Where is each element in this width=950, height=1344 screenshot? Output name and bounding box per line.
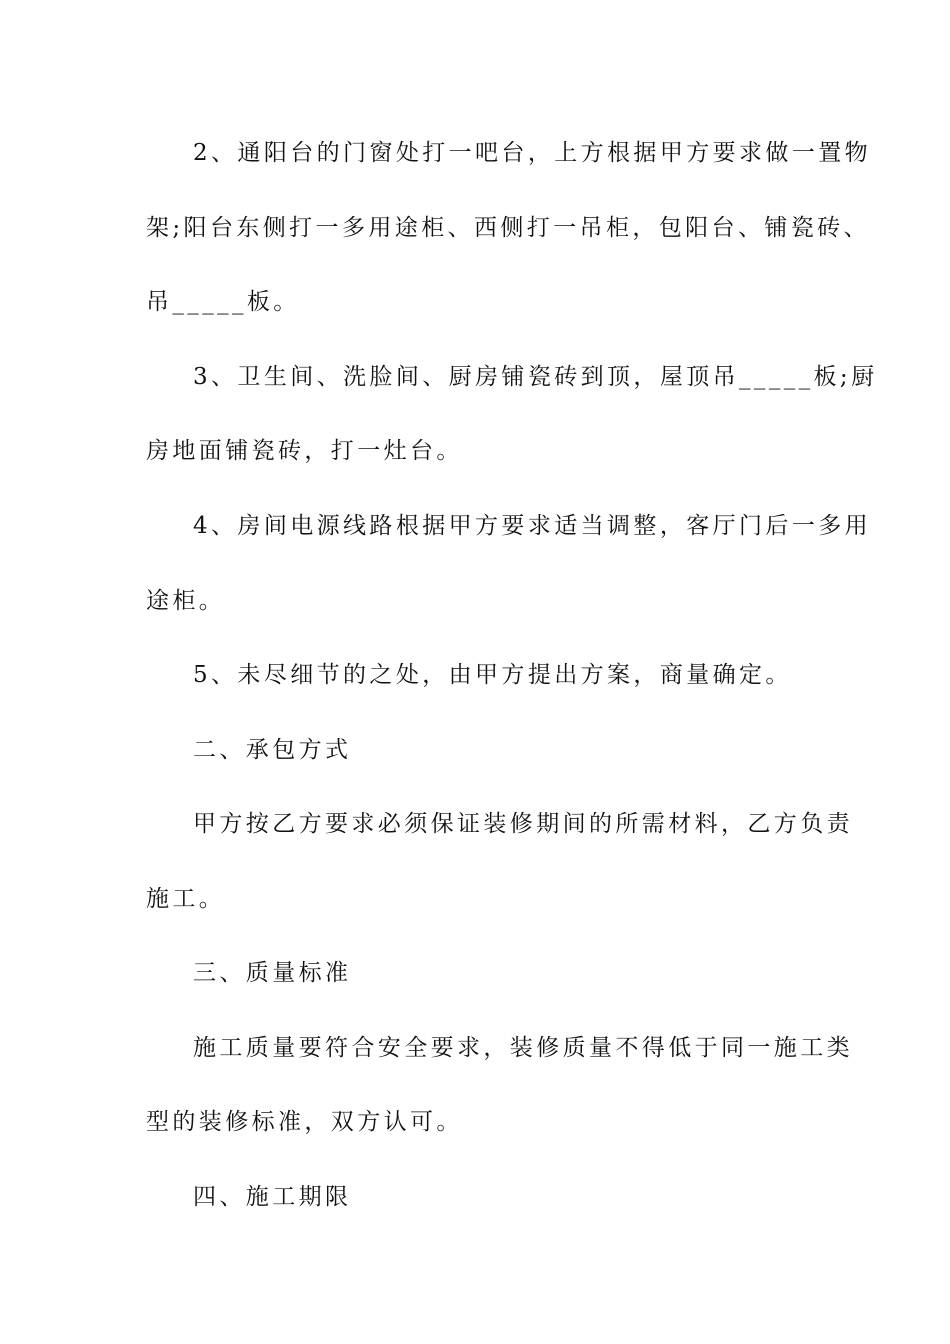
clause-2-line-2: 架;阳台东侧打一多用途柜、西侧打一吊柜，包阳台、铺瓷砖、	[146, 215, 870, 241]
clause-5-line-1: 5、未尽细节的之处，由甲方提出方案，商量确定。	[193, 662, 792, 688]
contract-method-line-2: 施工。	[146, 886, 226, 912]
clause-4-line-1: 4、房间电源线路根据甲方要求适当调整，客厅门后一多用	[193, 513, 872, 539]
section-heading-contract-method: 二、承包方式	[193, 737, 352, 763]
clause-4-line-2: 途柜。	[146, 588, 226, 614]
clause-2-line-1: 2、通阳台的门窗处打一吧台，上方根据甲方要求做一置物	[193, 140, 872, 166]
clause-3-line-1: 3、卫生间、洗脸间、厨房铺瓷砖到顶，屋顶吊_____板;厨	[193, 364, 878, 390]
section-heading-quality-standard: 三、质量标准	[193, 960, 352, 986]
clause-3-line-2: 房地面铺瓷砖，打一灶台。	[146, 438, 463, 464]
quality-standard-line-1: 施工质量要符合安全要求，装修质量不得低于同一施工类	[193, 1035, 853, 1061]
quality-standard-line-2: 型的装修标准，双方认可。	[146, 1109, 463, 1135]
section-heading-construction-period: 四、施工期限	[193, 1184, 352, 1210]
clause-2-line-3: 吊_____板。	[146, 289, 300, 315]
contract-method-line-1: 甲方按乙方要求必须保证装修期间的所需材料，乙方负责	[193, 811, 853, 837]
